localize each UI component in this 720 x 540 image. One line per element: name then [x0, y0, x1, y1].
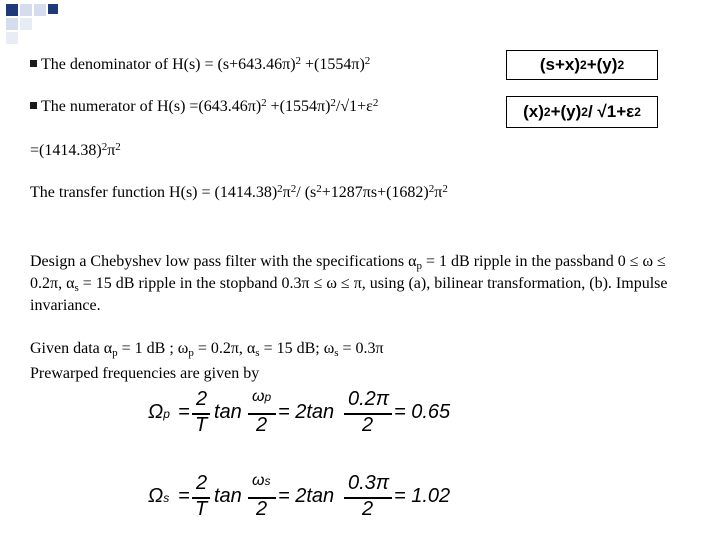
numerator-form-box: (x) 2 +(y) 2 / √1+ε 2 — [506, 96, 658, 128]
given-data: Given data $\alpha_p = 1$ dB ; $\omega_p = 0.2\pi$, $\alpha_s = 15$ dB; $\omega_s = 0.3\pi$ — [30, 340, 384, 359]
omega-symbol: Ωp — [148, 401, 170, 423]
corner-square — [34, 4, 46, 16]
fraction-denominator: 2 — [362, 498, 374, 520]
prewarped-text: Prewarped frequencies are given by — [30, 365, 260, 382]
transfer-function: The transfer function $H(s) = (1414.38)^2\pi^2/$ ($s^2+1287\pi s+(1682)^2\pi^2$ — [30, 183, 448, 201]
corner-square — [6, 4, 18, 16]
fraction-denominator: 2 — [362, 414, 374, 436]
omega-symbol: Ωs — [148, 485, 170, 507]
denominator-form-box: (s+x) 2 +(y) 2 — [506, 50, 658, 80]
corner-square — [20, 18, 32, 30]
corner-square — [6, 18, 18, 30]
fraction-numerator: ωp — [252, 388, 272, 405]
prewarp-equation-stopband: Ωs = 2 T tan ωs 2 = 2tan 0.3π 2 = 1.02 — [148, 472, 451, 520]
corner-square — [6, 32, 18, 44]
bullet-marker — [30, 102, 37, 109]
fraction-denominator: T — [195, 414, 208, 436]
bullet-marker — [30, 60, 37, 67]
fraction-numerator: 2 — [196, 472, 208, 494]
numerator-result: $=(1414.38)^2\pi^2$ — [30, 141, 121, 159]
design-problem: Design a Chebyshev low pass filter with the specifications $\alpha_p = 1$ dB ripple in the passband 0 ≤ ω ≤ 0.2π, $\alpha_s = 15$ dB ripple in the stopband 0.3π ≤ ω ≤ π, using (a), bilinear transformation, (b). Impulse invariance. — [30, 253, 668, 314]
corner-square — [20, 4, 32, 16]
fraction-numerator: 2 — [196, 388, 208, 410]
fraction-numerator: 0.2π — [348, 388, 390, 410]
corner-square — [48, 4, 58, 14]
fraction-denominator: 2 — [256, 414, 268, 436]
fraction-numerator: ωs — [252, 472, 271, 489]
prewarp-equation-passband: Ωp = 2 T tan ωp 2 = 2tan 0.2π 2 = 0.65 — [148, 388, 451, 436]
fraction-numerator: 0.3π — [348, 472, 390, 494]
bullet-numerator: The numerator of $H(s) =(643.46\pi)^2 +(1554\pi)^2/√1+\varepsilon^2$ — [30, 96, 378, 118]
fraction-denominator: 2 — [256, 498, 268, 520]
fraction-denominator: T — [195, 498, 208, 520]
bullet-denominator: The denominator of $H(s) = (s+643.46\pi)^2 +(1554\pi)^2$ — [30, 54, 370, 76]
